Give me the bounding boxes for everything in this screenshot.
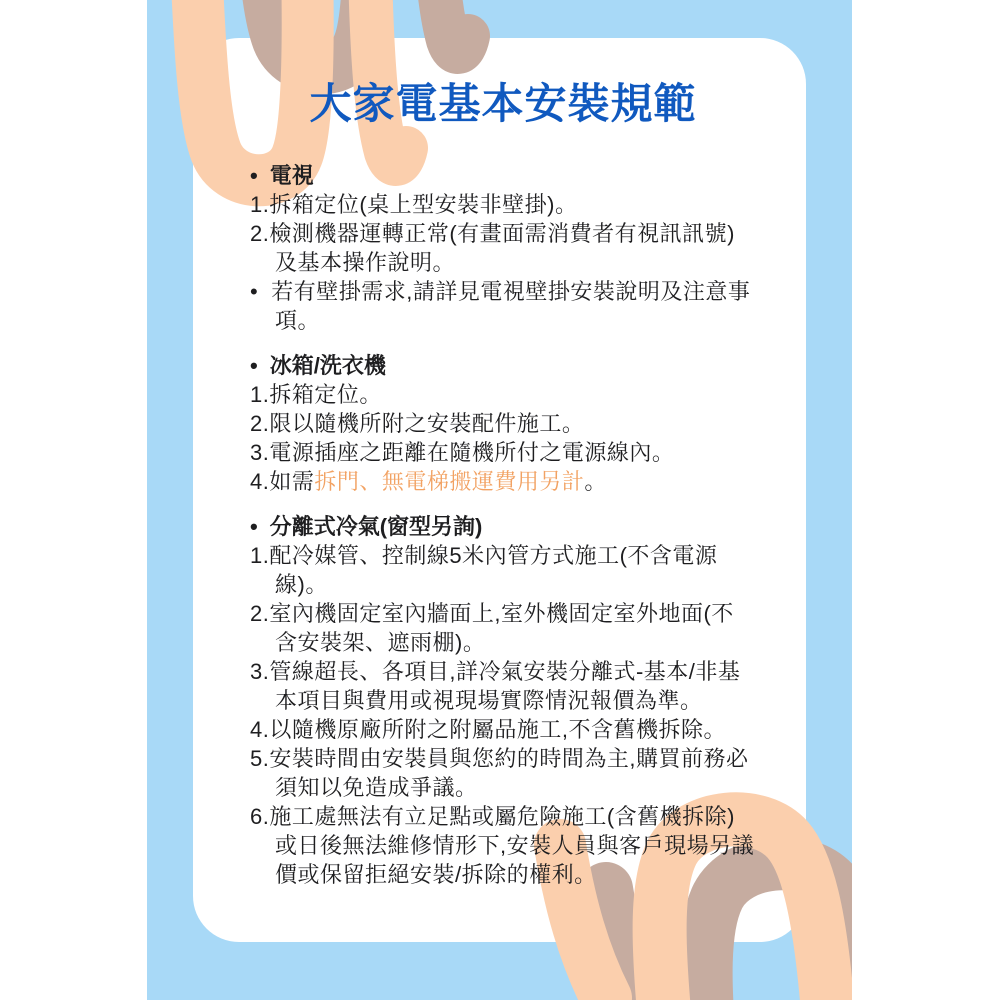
text-segment: 限以隨機所附之安裝配件施工。 — [269, 411, 585, 436]
item-marker: 5. — [250, 746, 270, 771]
item-text — [269, 411, 584, 436]
item-marker: 4. — [250, 469, 270, 494]
text-segment: 配冷媒管、控制線5米內管方式施工(不含電源線)。 — [269, 543, 718, 597]
card-content — [193, 38, 806, 942]
item-text — [269, 469, 607, 494]
section-heading-label: 分離式冷氣(窗型另詢) — [269, 514, 483, 539]
item-marker: 3. — [250, 440, 270, 465]
section-heading — [250, 351, 756, 380]
list-item — [250, 657, 756, 715]
item-text — [269, 717, 726, 742]
list-item — [250, 467, 756, 496]
rules-section — [250, 351, 756, 496]
item-marker: 4. — [250, 717, 270, 742]
item-marker: • — [250, 279, 259, 304]
item-marker: 3. — [250, 659, 270, 684]
text-segment: 若有壁掛需求,請詳見電視壁掛安裝說明及注意事項。 — [271, 279, 751, 333]
text-segment: 施工處無法有立足點或屬危險施工(含舊機拆除)或日後無法維修情形下,安裝人員與客戶現場另議價或保留拒絕安裝/拆除的權利。 — [269, 804, 755, 887]
text-segment: 檢測機器運轉正常(有畫面需消費者有視訊訊號)及基本操作說明。 — [269, 221, 736, 275]
list-item — [250, 438, 756, 467]
text-segment: 電源插座之距離在隨機所付之電源線內。 — [269, 440, 675, 465]
item-text — [269, 601, 733, 655]
item-text — [269, 659, 740, 713]
bullet-icon: • — [250, 353, 258, 378]
list-item — [250, 409, 756, 438]
text-segment: 安裝時間由安裝員與您約的時間為主,購買前務必須知以免造成爭議。 — [269, 746, 749, 800]
item-marker: 1. — [250, 192, 270, 217]
item-text — [269, 382, 382, 407]
item-marker: 2. — [250, 411, 270, 436]
list-item — [250, 599, 756, 657]
section-heading — [250, 512, 756, 541]
bullet-icon: • — [250, 514, 258, 539]
section-items — [250, 541, 756, 889]
bullet-icon: • — [250, 163, 258, 188]
item-marker: 1. — [250, 382, 270, 407]
rules-sections — [250, 161, 756, 889]
list-item — [250, 277, 756, 335]
section-heading-label: 電視 — [269, 163, 314, 188]
item-text — [269, 804, 754, 887]
list-item — [250, 744, 756, 802]
section-heading — [250, 161, 756, 190]
page-title: 大家電基本安裝規範 — [309, 80, 697, 127]
highlight-text: 拆門、無電梯搬運費用另計 — [314, 469, 585, 494]
list-item — [250, 380, 756, 409]
item-text — [269, 221, 735, 275]
item-marker: 2. — [250, 601, 270, 626]
list-item — [250, 715, 756, 744]
list-item — [250, 190, 756, 219]
item-marker: 2. — [250, 221, 270, 246]
list-item — [250, 541, 756, 599]
text-segment: 室內機固定室內牆面上,室外機固定室外地面(不含安裝架、遮雨棚)。 — [269, 601, 734, 655]
text-segment: 拆箱定位(桌上型安裝非壁掛)。 — [269, 192, 578, 217]
list-item — [250, 802, 756, 889]
rules-section — [250, 512, 756, 889]
item-text — [269, 543, 717, 597]
text-segment: 管線超長、各項目,詳冷氣安裝分離式-基本/非基本項目與費用或視現場實際情況報價為準。 — [269, 659, 741, 713]
rules-section — [250, 161, 756, 335]
item-text — [269, 192, 577, 217]
text-segment: 以隨機原廠所附之附屬品施工,不含舊機拆除。 — [269, 717, 726, 742]
item-text — [271, 279, 750, 333]
section-items — [250, 380, 756, 496]
item-marker: 6. — [250, 804, 270, 829]
section-items — [250, 190, 756, 335]
section-heading-label: 冰箱/洗衣機 — [269, 353, 386, 378]
text-segment: 拆箱定位。 — [269, 382, 382, 407]
item-marker: 1. — [250, 543, 270, 568]
text-segment: 。 — [584, 469, 607, 494]
item-text — [269, 746, 748, 800]
item-text — [269, 440, 674, 465]
text-segment: 如需 — [269, 469, 315, 494]
list-item — [250, 219, 756, 277]
